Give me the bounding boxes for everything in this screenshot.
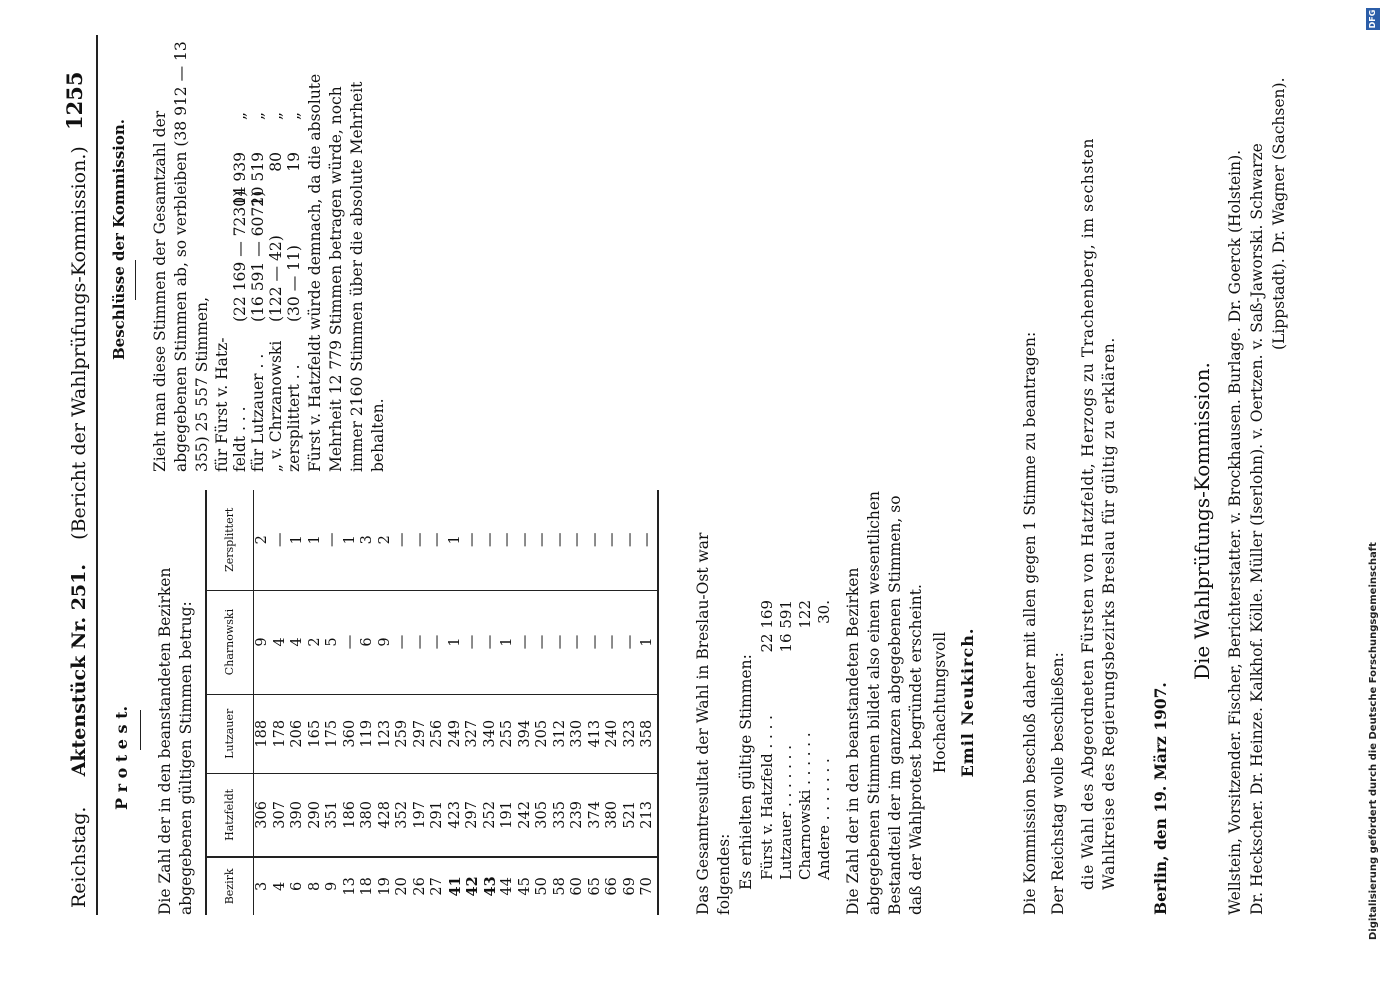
column-header: Zersplittert xyxy=(206,490,254,590)
table-cell: 1 xyxy=(447,490,465,590)
table-row xyxy=(499,490,517,915)
table-cell: 1 xyxy=(289,490,307,590)
table-cell: 41 xyxy=(446,876,464,897)
table-cell: 330 xyxy=(569,694,587,774)
table-cell: 9 xyxy=(324,881,340,891)
distribution-cell: „ xyxy=(267,112,285,121)
table-cell: 521 xyxy=(622,774,640,857)
table-row xyxy=(394,490,412,915)
table-row xyxy=(552,490,570,915)
table-cell: 8 xyxy=(306,881,323,891)
table-cell: 60 xyxy=(569,877,585,896)
table-cell: 42 xyxy=(464,876,481,897)
table-row xyxy=(412,490,430,915)
table-cell: 1 xyxy=(639,590,658,694)
distribution-cell: 10 519 xyxy=(249,152,267,207)
table-cell: 66 xyxy=(604,877,620,896)
table-cell: 213 xyxy=(639,774,658,857)
table-cell: 305 xyxy=(534,774,552,857)
table-cell: 352 xyxy=(394,774,412,857)
table-cell: 2 xyxy=(377,490,395,590)
table-cell: 186 xyxy=(342,774,360,857)
table-cell: 240 xyxy=(604,694,622,774)
table-cell: 175 xyxy=(324,694,342,774)
distribution-cell: 80 xyxy=(267,152,285,172)
table-row xyxy=(569,490,587,915)
table-cell: 335 xyxy=(552,774,570,857)
result-value: 16 591 xyxy=(777,600,795,653)
header-right: (Bericht der Wahlprüfungs-Kommission.) xyxy=(68,146,90,540)
column-header: Lutzauer xyxy=(206,694,254,774)
table-row xyxy=(587,490,605,915)
table-row xyxy=(359,490,377,915)
dfg-logo: DFG xyxy=(1366,8,1380,30)
table-cell: — xyxy=(622,590,640,694)
distribution-cell: für Fürst v. Hatz- xyxy=(213,337,231,472)
result-label: Lutzauer . . . . . . . xyxy=(777,745,795,880)
table-cell: 360 xyxy=(342,694,360,774)
date-line: Berlin, den 19. März 1907. xyxy=(1151,682,1170,915)
table-cell: 123 xyxy=(377,694,395,774)
table-cell: 13 xyxy=(341,877,358,896)
result-intro: Das Gesamtresultat der Wahl in Breslau-Ost war folgendes: xyxy=(694,532,733,915)
distribution-cell: feldt . . . xyxy=(231,406,249,472)
table-cell: 1 xyxy=(499,590,517,694)
distribution-row xyxy=(213,112,231,472)
table-cell: — xyxy=(552,490,570,590)
header-left: Reichstag. xyxy=(68,806,90,908)
members-line-3: (Lippstadt). Dr. Wagner (Sachsen). xyxy=(1270,77,1288,350)
table-row xyxy=(482,490,500,915)
table-row xyxy=(517,490,535,915)
table-cell: 358 xyxy=(639,694,658,774)
result-list xyxy=(758,600,834,880)
table-cell: 394 xyxy=(517,694,535,774)
table-row xyxy=(377,490,395,915)
table-cell: — xyxy=(272,490,290,590)
result-row xyxy=(815,600,834,880)
distribution-cell: 19 xyxy=(285,152,303,172)
table-cell: 9 xyxy=(254,590,272,694)
reichstag-line: Der Reichstag wolle beschließen: xyxy=(1049,652,1067,915)
table-row xyxy=(534,490,552,915)
table-cell: 351 xyxy=(324,774,342,857)
table-cell: 323 xyxy=(622,694,640,774)
table-row xyxy=(464,490,482,915)
table-cell: — xyxy=(342,590,360,694)
table-cell: 291 xyxy=(429,774,447,857)
table-cell: — xyxy=(394,490,412,590)
protest-heading-rule xyxy=(140,710,141,750)
table-cell: — xyxy=(482,490,500,590)
distribution-cell: (30 — 11) xyxy=(285,245,303,322)
result-row xyxy=(758,600,777,880)
table-cell: 327 xyxy=(464,694,482,774)
signature: Emil Neukirch. xyxy=(958,627,977,778)
table-cell: 307 xyxy=(272,774,290,857)
table-cell: 2 xyxy=(307,590,325,694)
distribution-cell: (122 — 42) xyxy=(267,235,285,322)
right-intro: Zieht man diese Stimmen der Gesamtzahl der abgegebenen Stimmen ab, so verbleiben (38 912 — 13 355) 25 557 Stimmen, xyxy=(151,41,211,472)
members-line-1: Wellstein, Vorsitzender. Fischer, Berichterstatter. v. Brockhausen. Burlage. Dr. Goerck (Holstein). xyxy=(1226,149,1244,915)
protest-table-header xyxy=(206,490,254,915)
table-cell: 428 xyxy=(377,774,395,857)
table-cell: 45 xyxy=(516,877,533,896)
table-cell: — xyxy=(499,490,517,590)
closing: Hochachtungsvoll xyxy=(931,631,949,774)
table-cell: 19 xyxy=(376,877,393,896)
table-cell: — xyxy=(587,590,605,694)
table-cell: — xyxy=(394,590,412,694)
protest-conclusion: Die Zahl der in den beanstandeten Bezirken abgegebenen Stimmen bildet also einen wesentlichen Bestandteil der im ganzen abgegebenen Stimmen, so daß der Wahlprotest begründet erscheint. xyxy=(844,490,925,915)
table-cell: 188 xyxy=(254,694,272,774)
table-cell: — xyxy=(517,490,535,590)
table-cell: 290 xyxy=(307,774,325,857)
column-header: Charnowski xyxy=(206,590,254,694)
distribution-cell: „ xyxy=(285,112,303,121)
table-cell: 3 xyxy=(254,881,270,891)
table-cell: — xyxy=(429,490,447,590)
page-number: 1255 xyxy=(62,71,87,130)
table-cell: 205 xyxy=(534,694,552,774)
result-value: 122 xyxy=(796,600,814,629)
table-cell: 50 xyxy=(534,877,550,896)
table-cell: 43 xyxy=(481,876,499,897)
table-cell: 165 xyxy=(307,694,325,774)
result-value: 30. xyxy=(815,600,833,624)
result-sub: Es erhielten gültige Stimmen: xyxy=(737,654,755,890)
table-cell: 6 xyxy=(289,881,305,891)
beschluesse-rule xyxy=(135,260,136,300)
table-cell: 27 xyxy=(429,877,445,896)
column-header: Hatzfeldt xyxy=(206,774,254,857)
table-cell: 1 xyxy=(307,490,325,590)
table-cell: — xyxy=(429,590,447,694)
table-cell: — xyxy=(569,490,587,590)
table-cell: 4 xyxy=(289,590,307,694)
table-cell: 2 xyxy=(254,490,272,590)
protest-heading: P r o t e s t. xyxy=(112,705,131,810)
table-cell: 206 xyxy=(289,694,307,774)
result-value: 22 169 xyxy=(758,600,776,653)
table-cell: 5 xyxy=(324,590,342,694)
table-cell: 1 xyxy=(447,590,465,694)
result-label: Charnowski . . . . . . xyxy=(796,732,814,880)
table-row xyxy=(307,490,325,915)
right-conclusion: Fürst v. Hatzfeldt würde demnach, da die absolute Mehrheit 12 779 Stimmen betragen würde, noch immer 2160 Stimmen über die absolute Mehrheit behalten. xyxy=(306,73,387,472)
table-cell: — xyxy=(604,590,622,694)
protest-table-body xyxy=(254,490,658,915)
distribution-row xyxy=(231,112,249,472)
table-cell: 1 xyxy=(342,490,360,590)
beschluesse-heading: Beschlüsse der Kommission. xyxy=(110,119,128,360)
table-cell: 119 xyxy=(359,694,377,774)
distribution-cell: „ v. Chrzanowski xyxy=(267,340,285,472)
table-cell: 380 xyxy=(359,774,377,857)
table-cell: 252 xyxy=(482,774,500,857)
table-row xyxy=(639,490,658,915)
table-cell: 4 xyxy=(271,881,288,891)
table-cell: — xyxy=(534,590,552,694)
distribution-cell: (16 591 — 6072) xyxy=(249,190,267,322)
table-cell: 312 xyxy=(552,694,570,774)
table-cell: 18 xyxy=(359,877,375,896)
table-cell: — xyxy=(552,590,570,694)
protest-intro: Die Zahl der in den beanstandeten Bezirken abgegebenen gültigen Stimmen betrug: xyxy=(156,567,195,915)
table-row xyxy=(447,490,465,915)
table-row xyxy=(604,490,622,915)
result-label: Andere . . . . . . . xyxy=(815,758,833,880)
table-row xyxy=(622,490,640,915)
table-cell: 4 xyxy=(272,590,290,694)
table-cell: 413 xyxy=(587,694,605,774)
table-cell: 390 xyxy=(289,774,307,857)
table-cell: 6 xyxy=(359,590,377,694)
table-cell: 256 xyxy=(429,694,447,774)
table-cell: 178 xyxy=(272,694,290,774)
protest-table xyxy=(205,490,659,915)
distribution-cell: für Lutzauer . . xyxy=(249,353,267,472)
table-cell: 306 xyxy=(254,774,272,857)
table-cell: 297 xyxy=(412,694,430,774)
table-cell: 70 xyxy=(639,857,658,915)
table-cell: 423 xyxy=(447,774,465,857)
table-cell: 26 xyxy=(411,877,428,896)
header-center: Aktenstück Nr. 251. xyxy=(68,564,90,777)
distribution-row xyxy=(249,112,267,472)
running-header xyxy=(68,146,90,908)
table-cell: 374 xyxy=(587,774,605,857)
table-cell: — xyxy=(324,490,342,590)
table-row xyxy=(324,490,342,915)
table-cell: 20 xyxy=(394,877,410,896)
table-cell: 65 xyxy=(586,877,603,896)
table-cell: 249 xyxy=(447,694,465,774)
funding-note: Digitalisierung gefördert durch die Deutsche Forschungsgemeinschaft xyxy=(1368,542,1379,940)
column-header: Bezirk xyxy=(206,857,254,915)
table-cell: — xyxy=(464,590,482,694)
table-cell: 340 xyxy=(482,694,500,774)
table-cell: 239 xyxy=(569,774,587,857)
table-row xyxy=(254,490,272,915)
table-cell: — xyxy=(639,490,658,590)
table-cell: 58 xyxy=(551,877,568,896)
table-cell: — xyxy=(464,490,482,590)
table-row xyxy=(342,490,360,915)
table-cell: — xyxy=(569,590,587,694)
commission-title: Die Wahlprüfungs-Kommission. xyxy=(1190,362,1214,680)
distribution-cell: zersplittert . . xyxy=(285,364,303,472)
distribution-cell: „ xyxy=(231,112,249,121)
table-cell: 259 xyxy=(394,694,412,774)
table-cell: 242 xyxy=(517,774,535,857)
distribution-cell: (22 169 — 7230) xyxy=(231,190,249,322)
table-cell: — xyxy=(412,590,430,694)
table-cell: — xyxy=(534,490,552,590)
distribution-row xyxy=(267,112,285,472)
table-cell: — xyxy=(412,490,430,590)
table-cell: 191 xyxy=(499,774,517,857)
motion-text: die Wahl des Abgeordneten Fürsten von Hatzfeldt, Herzogs zu Trachenberg, im sechsten Wahlkreise des Regierungsbezirks Breslau für gültig zu erklären. xyxy=(1079,137,1118,890)
members-line-2: Dr. Heckscher. Dr. Heinze. Kalkhof. Kölle. Müller (Iserlohn). v. Oertzen. v. Saß-Jaworski. Schwarze xyxy=(1248,143,1266,915)
table-cell: 380 xyxy=(604,774,622,857)
table-cell: — xyxy=(482,590,500,694)
table-cell: — xyxy=(517,590,535,694)
table-row xyxy=(429,490,447,915)
header-rule xyxy=(96,35,98,915)
table-cell: 255 xyxy=(499,694,517,774)
result-row xyxy=(777,600,796,880)
table-cell: 69 xyxy=(621,877,638,896)
table-row xyxy=(272,490,290,915)
table-cell: 3 xyxy=(359,490,377,590)
table-cell: 9 xyxy=(377,590,395,694)
table-cell: — xyxy=(587,490,605,590)
distribution-cell: „ xyxy=(249,112,267,121)
table-cell: 297 xyxy=(464,774,482,857)
result-label: Fürst v. Hatzfeld . . . . xyxy=(758,715,776,880)
result-row xyxy=(796,600,815,880)
distribution-table xyxy=(213,112,303,472)
table-cell: 197 xyxy=(412,774,430,857)
commission-decision: Die Kommission beschloß daher mit allen gegen 1 Stimme zu beantragen: xyxy=(1021,331,1039,915)
table-row xyxy=(289,490,307,915)
table-cell: — xyxy=(604,490,622,590)
distribution-cell: 14 939 xyxy=(231,152,249,207)
distribution-row xyxy=(285,112,303,472)
table-cell: — xyxy=(622,490,640,590)
table-cell: 44 xyxy=(499,877,515,896)
